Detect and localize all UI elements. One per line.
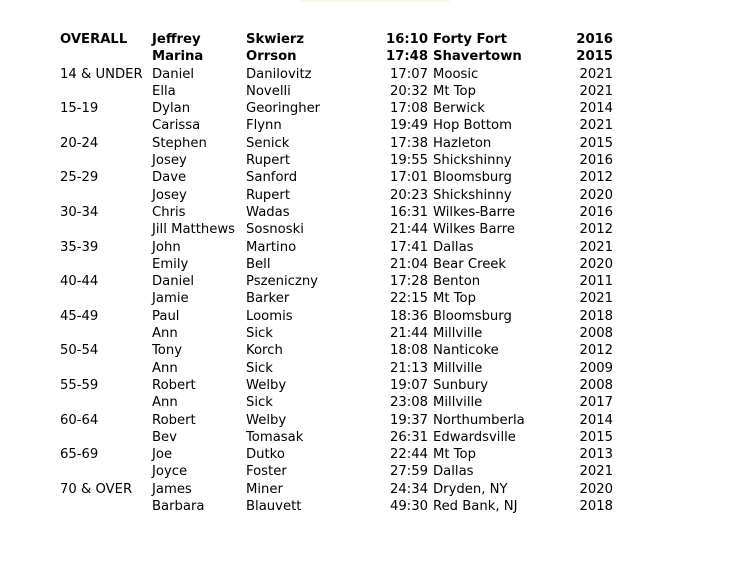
- record-row: [60, 48, 680, 65]
- year-cell: 2011: [579, 274, 613, 290]
- last-name-cell: Sick: [246, 326, 273, 342]
- record-row: [60, 187, 680, 204]
- age-group-cell: 14 & UNDER: [60, 66, 143, 82]
- time-cell: 24:34: [389, 481, 428, 497]
- time-cell: 22:44: [389, 447, 428, 463]
- record-row: [60, 100, 680, 117]
- last-name-cell: Welby: [246, 412, 287, 428]
- last-name-cell: Sanford: [246, 170, 298, 186]
- time-cell: 21:44: [389, 326, 428, 342]
- record-row: [60, 66, 680, 83]
- last-name-cell: Martino: [246, 239, 297, 255]
- age-group-cell: 70 & OVER: [60, 481, 133, 497]
- record-row: [60, 308, 680, 325]
- first-name-cell: John: [152, 239, 181, 255]
- year-cell: 2020: [579, 256, 613, 272]
- first-name-cell: Ann: [152, 395, 178, 411]
- first-name-cell: Joe: [152, 447, 173, 463]
- first-name-cell: James: [152, 481, 192, 497]
- town-cell: Mt Top: [433, 447, 476, 463]
- age-group-cell: 40-44: [60, 274, 99, 290]
- time-cell: 22:15: [389, 291, 428, 307]
- town-cell: Moosic: [433, 66, 479, 82]
- town-cell: Northumberla: [433, 412, 525, 428]
- record-row: [60, 481, 680, 498]
- year-cell: 2012: [579, 343, 613, 359]
- record-row: [60, 463, 680, 480]
- age-group-cell: OVERALL: [60, 32, 128, 47]
- year-cell: 2008: [579, 377, 613, 393]
- time-cell: 19:55: [389, 153, 428, 169]
- last-name-cell: Rupert: [246, 153, 291, 169]
- record-row: [60, 239, 680, 256]
- town-cell: Benton: [433, 274, 481, 290]
- first-name-cell: Robert: [152, 377, 196, 393]
- first-name-cell: Ann: [152, 360, 178, 376]
- first-name-cell: Jill Matthews: [152, 222, 236, 238]
- last-name-cell: Bell: [246, 256, 271, 272]
- last-name-cell: Sick: [246, 360, 273, 376]
- town-cell: Shickshinny: [433, 153, 512, 169]
- record-row: [60, 273, 680, 290]
- town-cell: Forty Fort: [433, 32, 507, 47]
- time-cell: 17:28: [389, 274, 428, 290]
- year-cell: 2016: [579, 153, 613, 169]
- town-cell: Bloomsburg: [433, 170, 512, 186]
- time-cell: 23:08: [389, 395, 428, 411]
- town-cell: Mt Top: [433, 291, 476, 307]
- last-name-cell: Novelli: [246, 83, 291, 99]
- town-cell: Wilkes-Barre: [433, 204, 516, 220]
- first-name-cell: Dave: [152, 170, 187, 186]
- last-name-cell: Sosnoski: [246, 222, 304, 238]
- first-name-cell: Dylan: [152, 101, 191, 117]
- year-cell: 2014: [579, 412, 613, 428]
- year-cell: 2018: [579, 308, 613, 324]
- record-row: [60, 394, 680, 411]
- age-group-cell: 60-64: [60, 412, 99, 428]
- time-cell: 18:36: [389, 308, 428, 324]
- age-group-cell: 20-24: [60, 135, 99, 151]
- time-cell: 17:41: [389, 239, 428, 255]
- town-cell: Dryden, NY: [433, 481, 508, 497]
- time-cell: 20:23: [389, 187, 428, 203]
- last-name-cell: Pszeniczny: [246, 274, 318, 290]
- last-name-cell: Sick: [246, 395, 273, 411]
- age-group-cell: 30-34: [60, 204, 99, 220]
- last-name-cell: Georingher: [246, 101, 321, 117]
- time-cell: 21:13: [389, 360, 428, 376]
- time-cell: 19:07: [389, 377, 428, 393]
- town-cell: Red Bank, NJ: [433, 499, 518, 515]
- year-cell: 2008: [579, 326, 613, 342]
- record-row: [60, 117, 680, 134]
- age-group-cell: 55-59: [60, 377, 99, 393]
- town-cell: Dallas: [433, 239, 474, 255]
- town-cell: Millville: [433, 326, 483, 342]
- age-group-cell: 25-29: [60, 170, 99, 186]
- time-cell: 21:44: [389, 222, 428, 238]
- town-cell: Wilkes Barre: [433, 222, 515, 238]
- first-name-cell: Chris: [152, 204, 186, 220]
- time-cell: 49:30: [389, 499, 428, 515]
- first-name-cell: Paul: [152, 308, 180, 324]
- age-group-cell: 50-54: [60, 343, 99, 359]
- year-cell: 2020: [579, 481, 613, 497]
- last-name-cell: Korch: [246, 343, 283, 359]
- town-cell: Sunbury: [433, 377, 489, 393]
- year-cell: 2014: [579, 101, 613, 117]
- last-name-cell: Dutko: [246, 447, 285, 463]
- time-cell: 17:07: [389, 66, 428, 82]
- last-name-cell: Flynn: [246, 118, 282, 134]
- town-cell: Berwick: [433, 101, 485, 117]
- town-cell: Nanticoke: [433, 343, 499, 359]
- year-cell: 2021: [579, 83, 613, 99]
- town-cell: Millville: [433, 360, 483, 376]
- town-cell: Shickshinny: [433, 187, 512, 203]
- town-cell: Hop Bottom: [433, 118, 512, 134]
- first-name-cell: Carissa: [152, 118, 201, 134]
- year-cell: 2021: [579, 464, 613, 480]
- year-cell: 2021: [579, 239, 613, 255]
- record-row: [60, 221, 680, 238]
- last-name-cell: Foster: [246, 464, 287, 480]
- last-name-cell: Rupert: [246, 187, 291, 203]
- first-name-cell: Josey: [152, 153, 187, 169]
- time-cell: 16:10: [386, 32, 428, 47]
- time-cell: 17:48: [386, 49, 428, 65]
- record-row: [60, 342, 680, 359]
- time-cell: 17:08: [389, 101, 428, 117]
- record-row: [60, 290, 680, 307]
- year-cell: 2009: [579, 360, 613, 376]
- last-name-cell: Miner: [246, 481, 283, 497]
- year-cell: 2021: [579, 118, 613, 134]
- first-name-cell: Stephen: [152, 135, 207, 151]
- time-cell: 20:32: [389, 83, 428, 99]
- record-row: [60, 429, 680, 446]
- time-cell: 19:49: [389, 118, 428, 134]
- record-row: [60, 498, 680, 515]
- last-name-cell: Orrson: [246, 49, 297, 65]
- record-row: [60, 31, 680, 48]
- year-cell: 2012: [579, 170, 613, 186]
- last-name-cell: Wadas: [246, 204, 290, 220]
- first-name-cell: Barbara: [152, 499, 205, 515]
- town-cell: Shavertown: [433, 49, 522, 65]
- title-strip: [300, 0, 450, 2]
- year-cell: 2016: [579, 204, 613, 220]
- first-name-cell: Josey: [152, 187, 187, 203]
- year-cell: 2012: [579, 222, 613, 238]
- year-cell: 2015: [576, 49, 613, 65]
- first-name-cell: Ann: [152, 326, 178, 342]
- first-name-cell: Joyce: [152, 464, 188, 480]
- last-name-cell: Tomasak: [246, 429, 304, 445]
- record-row: [60, 446, 680, 463]
- year-cell: 2016: [576, 32, 613, 47]
- time-cell: 27:59: [389, 464, 428, 480]
- town-cell: Bear Creek: [433, 256, 507, 272]
- first-name-cell: Ella: [152, 83, 176, 99]
- age-group-cell: 15-19: [60, 101, 99, 117]
- town-cell: Edwardsville: [433, 429, 516, 445]
- year-cell: 2015: [579, 429, 613, 445]
- last-name-cell: Blauvett: [246, 499, 302, 515]
- age-group-cell: 65-69: [60, 447, 99, 463]
- record-row: [60, 152, 680, 169]
- record-row: [60, 256, 680, 273]
- time-cell: 19:37: [389, 412, 428, 428]
- time-cell: 21:04: [389, 256, 428, 272]
- first-name-cell: Emily: [152, 256, 189, 272]
- record-row: [60, 204, 680, 221]
- first-name-cell: Daniel: [152, 66, 195, 82]
- last-name-cell: Loomis: [246, 308, 293, 324]
- time-cell: 17:38: [389, 135, 428, 151]
- record-row: [60, 169, 680, 186]
- record-row: [60, 360, 680, 377]
- records-table: [60, 31, 680, 515]
- year-cell: 2015: [579, 135, 613, 151]
- last-name-cell: Senick: [246, 135, 290, 151]
- time-cell: 18:08: [389, 343, 428, 359]
- record-row: [60, 325, 680, 342]
- record-row: [60, 83, 680, 100]
- town-cell: Dallas: [433, 464, 474, 480]
- first-name-cell: Jamie: [152, 291, 189, 307]
- year-cell: 2021: [579, 66, 613, 82]
- time-cell: 17:01: [389, 170, 428, 186]
- time-cell: 16:31: [389, 204, 428, 220]
- year-cell: 2021: [579, 291, 613, 307]
- record-row: [60, 135, 680, 152]
- town-cell: Millville: [433, 395, 483, 411]
- town-cell: Bloomsburg: [433, 308, 512, 324]
- record-row: [60, 377, 680, 394]
- first-name-cell: Tony: [152, 343, 183, 359]
- first-name-cell: Robert: [152, 412, 196, 428]
- last-name-cell: Danilovitz: [246, 66, 312, 82]
- age-group-cell: 35-39: [60, 239, 99, 255]
- town-cell: Mt Top: [433, 83, 476, 99]
- first-name-cell: Daniel: [152, 274, 195, 290]
- first-name-cell: Bev: [152, 429, 177, 445]
- first-name-cell: Jeffrey: [152, 32, 201, 47]
- last-name-cell: Skwierz: [246, 32, 305, 47]
- first-name-cell: Marina: [152, 49, 204, 65]
- year-cell: 2013: [579, 447, 613, 463]
- last-name-cell: Barker: [246, 291, 290, 307]
- year-cell: 2020: [579, 187, 613, 203]
- record-row: [60, 412, 680, 429]
- time-cell: 26:31: [389, 429, 428, 445]
- town-cell: Hazleton: [433, 135, 492, 151]
- year-cell: 2018: [579, 499, 613, 515]
- age-group-cell: 45-49: [60, 308, 99, 324]
- year-cell: 2017: [579, 395, 613, 411]
- last-name-cell: Welby: [246, 377, 287, 393]
